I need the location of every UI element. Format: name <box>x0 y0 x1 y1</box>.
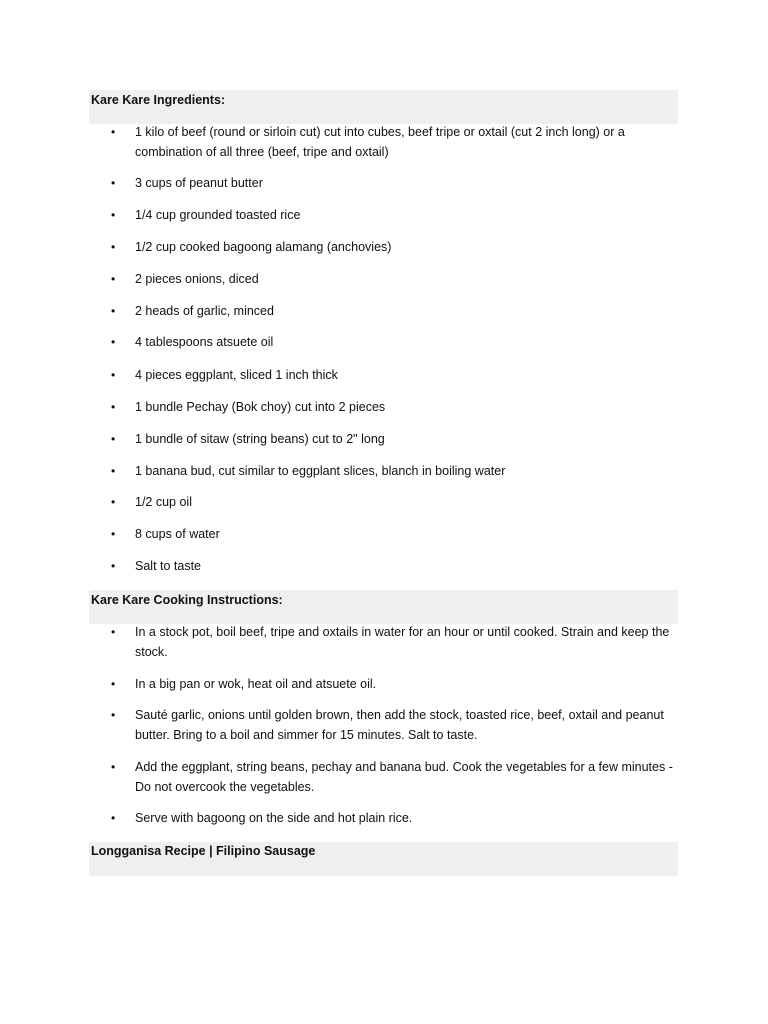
instruction-text: In a stock pot, boil beef, tripe and oxtails in water for an hour or until cooked. Strain and keep the stock. <box>135 625 670 659</box>
list-item <box>111 808 680 828</box>
instructions-heading <box>89 590 678 624</box>
list-item <box>111 757 680 797</box>
list-item <box>111 705 680 745</box>
bullet-icon: • <box>111 495 116 509</box>
list-item <box>111 461 680 481</box>
ingredient-text: 1 bundle of sitaw (string beans) cut to 2" long <box>135 432 385 446</box>
list-item <box>111 332 680 352</box>
list-item <box>111 173 680 193</box>
bullet-icon: • <box>111 272 116 286</box>
bullet-icon: • <box>111 368 116 382</box>
ingredient-text: 3 cups of peanut butter <box>135 176 263 190</box>
instruction-text: Serve with bagoong on the side and hot plain rice. <box>135 811 413 825</box>
bullet-icon: • <box>111 559 116 573</box>
list-item <box>111 674 680 694</box>
list-item <box>111 429 680 449</box>
ingredients-heading-text: Kare Kare Ingredients: <box>91 93 226 107</box>
bullet-icon: • <box>111 464 116 478</box>
list-item <box>111 237 680 257</box>
list-item <box>111 622 680 662</box>
bullet-icon: • <box>111 811 116 825</box>
list-item <box>111 492 680 512</box>
ingredient-text: 8 cups of water <box>135 527 220 541</box>
bullet-icon: • <box>111 625 116 639</box>
bullet-icon: • <box>111 432 116 446</box>
ingredient-text: 1/4 cup grounded toasted rice <box>135 208 301 222</box>
ingredient-text: 1/2 cup oil <box>135 495 192 509</box>
list-item <box>111 524 680 544</box>
list-item <box>111 122 680 162</box>
ingredient-text: 1/2 cup cooked bagoong alamang (anchovies) <box>135 240 392 254</box>
ingredient-text: 4 tablespoons atsuete oil <box>135 335 274 349</box>
bullet-icon: • <box>111 760 116 774</box>
ingredients-heading <box>89 90 678 124</box>
instructions-heading-text: Kare Kare Cooking Instructions: <box>91 593 283 607</box>
ingredient-text: 4 pieces eggplant, sliced 1 inch thick <box>135 368 338 382</box>
list-item <box>111 365 680 385</box>
bullet-icon: • <box>111 335 116 349</box>
ingredient-text: 1 kilo of beef (round or sirloin cut) cut into cubes, beef tripe or oxtail (cut 2 inch long) or a combination of all three (beef, tripe and oxtail) <box>135 125 625 159</box>
ingredient-text: 1 banana bud, cut similar to eggplant slices, blanch in boiling water <box>135 464 506 478</box>
longganisa-heading-text: Longganisa Recipe | Filipino Sausage <box>91 844 316 858</box>
list-item <box>111 205 680 225</box>
ingredient-text: Salt to taste <box>135 559 202 573</box>
instruction-text: In a big pan or wok, heat oil and atsuete oil. <box>135 677 377 691</box>
ingredient-text: 2 heads of garlic, minced <box>135 304 274 318</box>
bullet-icon: • <box>111 527 116 541</box>
list-item <box>111 556 680 576</box>
bullet-icon: • <box>111 708 116 722</box>
list-item <box>111 269 680 289</box>
bullet-icon: • <box>111 304 116 318</box>
ingredient-text: 2 pieces onions, diced <box>135 272 259 286</box>
longganisa-heading <box>89 842 678 876</box>
bullet-icon: • <box>111 176 116 190</box>
bullet-icon: • <box>111 125 116 139</box>
ingredient-text: 1 bundle Pechay (Bok choy) cut into 2 pieces <box>135 400 386 414</box>
list-item <box>111 397 680 417</box>
bullet-icon: • <box>111 208 116 222</box>
instruction-text: Sauté garlic, onions until golden brown, then add the stock, toasted rice, beef, oxtail and peanut butter. Bring to a boil and simmer for 15 minutes. Salt to taste. <box>135 708 664 742</box>
bullet-icon: • <box>111 400 116 414</box>
instruction-text: Add the eggplant, string beans, pechay and banana bud. Cook the vegetables for a few minutes - Do not overcook the vegetables. <box>135 760 673 794</box>
bullet-icon: • <box>111 677 116 691</box>
bullet-icon: • <box>111 240 116 254</box>
list-item <box>111 301 680 321</box>
